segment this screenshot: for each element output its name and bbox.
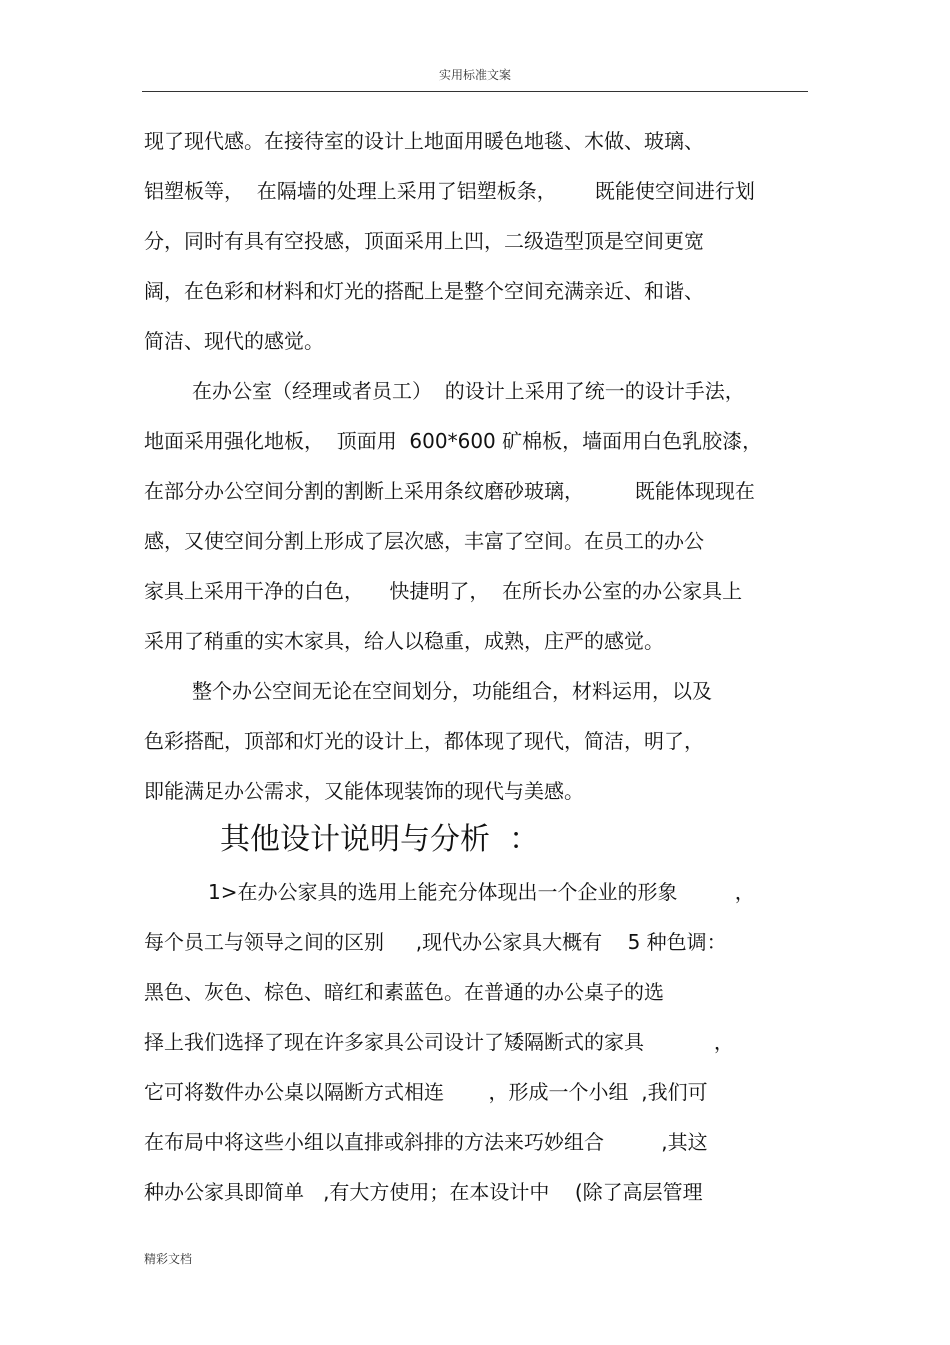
paragraph-line: 简洁、现代的感觉。 <box>144 329 324 353</box>
paragraph-line: 现了现代感。在接待室的设计上地面用暖色地毯、木做、玻璃、 <box>144 129 704 153</box>
paragraph-line: 1>在办公家具的选用上能充分体现出一个企业的形象 ， <box>208 880 755 904</box>
header-divider <box>142 91 808 92</box>
paragraph-line: 种办公家具即简单 ,有大方使用；在本设计中 (除了高层管理 <box>144 1180 703 1204</box>
paragraph-line: 感，又使空间分割上形成了层次感，丰富了空间。在员工的办公 <box>144 529 704 553</box>
section-heading: 其他设计说明与分析 ： <box>220 822 540 857</box>
paragraph-line: 分，同时有具有空投感，顶面采用上凹，二级造型顶是空间更宽 <box>144 229 704 253</box>
paragraph-line: 地面采用强化地板， 顶面用 600*600 矿棉板，墙面用白色乳胶漆， <box>144 429 763 453</box>
paragraph-line: 在布局中将这些小组以直排或斜排的方法来巧妙组合 ,其这 <box>144 1130 708 1154</box>
paragraph-line: 家具上采用干净的白色， 快捷明了， 在所长办公室的办公家具上 <box>144 579 743 603</box>
paragraph-line: 色彩搭配，顶部和灯光的设计上，都体现了现代，简洁，明了， <box>144 729 704 753</box>
page-header: 实用标准文案 <box>438 68 511 82</box>
paragraph-line: 铝塑板等， 在隔墙的处理上采用了铝塑板条， 既能使空间进行划 <box>144 179 755 203</box>
paragraph-line: 即能满足办公需求，又能体现装饰的现代与美感。 <box>144 779 584 803</box>
paragraph-line: 在部分办公空间分割的割断上采用条纹磨砂玻璃， 既能体现现在 <box>144 479 755 503</box>
paragraph-line: 在办公室（经理或者员工） 的设计上采用了统一的设计手法， <box>192 379 745 403</box>
paragraph-line: 择上我们选择了现在许多家具公司设计了矮隔断式的家具 ， <box>144 1030 734 1054</box>
paragraph-line: 采用了稍重的实木家具，给人以稳重，成熟，庄严的感觉。 <box>144 629 664 653</box>
paragraph-line: 阔，在色彩和材料和灯光的搭配上是整个空间充满亲近、和谐、 <box>144 279 704 303</box>
paragraph-line: 黑色、灰色、棕色、暗红和素蓝色。在普通的办公桌子的选 <box>144 980 664 1004</box>
paragraph-line: 整个办公空间无论在空间划分，功能组合，材料运用，以及 <box>192 679 712 703</box>
paragraph-line: 每个员工与领导之间的区别 ,现代办公家具大概有 5 种色调： <box>144 930 727 954</box>
paragraph-line: 它可将数件办公桌以隔断方式相连 ，形成一个小组 ,我们可 <box>144 1080 708 1104</box>
page-footer: 精彩文档 <box>144 1252 193 1266</box>
